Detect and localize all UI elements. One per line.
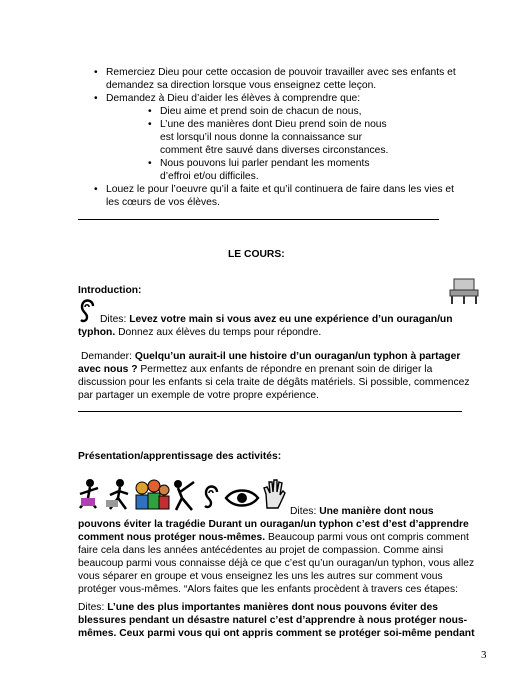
intro-say-paragraph: Dites: Levez votre main si vous avez eu une expérience d’un ouragan/un typhon. Donnez aux élèves du temps pour répondre. bbox=[78, 314, 453, 338]
list-item: • L’une des manières dont Dieu prend soin de nous est lorsqu’il nous donne la connaissance sur comment être sauvé dans diverses circonstances. bbox=[148, 118, 396, 157]
list-item: • Remerciez Dieu pour cette occasion de pouvoir travailler avec ses enfants et demandez sa direction lorsque vous enseignez cette leçon. bbox=[94, 66, 464, 92]
list-item: • Nous pouvons lui parler pendant les moments d’effroi et/ou difficiles. bbox=[148, 157, 396, 183]
chair-icon bbox=[444, 276, 484, 306]
intro-heading: Introduction: bbox=[78, 285, 142, 296]
list-item: • Dieu aime et prend soin de chacun de nous, bbox=[148, 105, 464, 118]
presentation-heading: Présentation/apprentissage des activités: bbox=[78, 451, 282, 462]
presentation-say-paragraph: Dites: Une manière dont nous pouvons éviter la tragédie Durant un ouragan/un typhon c’est d’est d’apprendre comment nous protéger nous-mêmes. Beaucoup parmi vous ont compris comment faire cela dans les années antécédentes au projet de compassion. Comme ainsi beaucoup parmi vous connaisse déjà ce que c’est qu’un ouragan/un typhon, vous allez vous séparer en groupe et vous enseignez les uns les autres sur comment vous protéger vous-mêmes. “Alors faites que les enfants procèdent à travers ces étapes: bbox=[78, 506, 475, 595]
divider bbox=[78, 219, 439, 220]
page-number: 3 bbox=[481, 649, 487, 661]
divider bbox=[78, 411, 462, 412]
section-title: LE COURS: bbox=[228, 249, 285, 260]
list-item: • Demandez à Dieu d’aider les élèves à comprendre que: • Dieu aime et prend soin de chacun de nous, • L’une des manières dont Dieu prend soin de nous est lorsqu’il nous donne la connaissance sur comment être sauvé dans diverses circonstances. • Nous pouvons lui parler pendant les moments d’effroi et/ou difficiles. bbox=[94, 92, 464, 183]
presentation-say2-paragraph: Dites: L’une des plus importantes manières dont nous pouvons éviter des blessures pendant un désastre naturel c’est d’apprendre à nous protéger nous-mêmes. Ceux parmi vous qui ont appris comment se protéger soi-même pendant bbox=[78, 602, 475, 639]
intro-ask-paragraph: Demander: Quelqu’un aurait-il une histoire d’un ouragan/un typhon à partager avec nous ? Permettez aux enfants de répondre en prenant soin de diriger la discussion pour les enfants si cela traite de dégâts matériels. Si possible, commencez par partager un exemple de votre propre expérience. bbox=[78, 351, 470, 401]
prayer-bullet-list bbox=[94, 66, 464, 209]
list-item: • Louez le pour l’oeuvre qu’il a faite et qu’il continuera de faire dans les vies et les cœurs de vos élèves. bbox=[94, 183, 464, 209]
sub-bullet-list bbox=[148, 105, 464, 183]
